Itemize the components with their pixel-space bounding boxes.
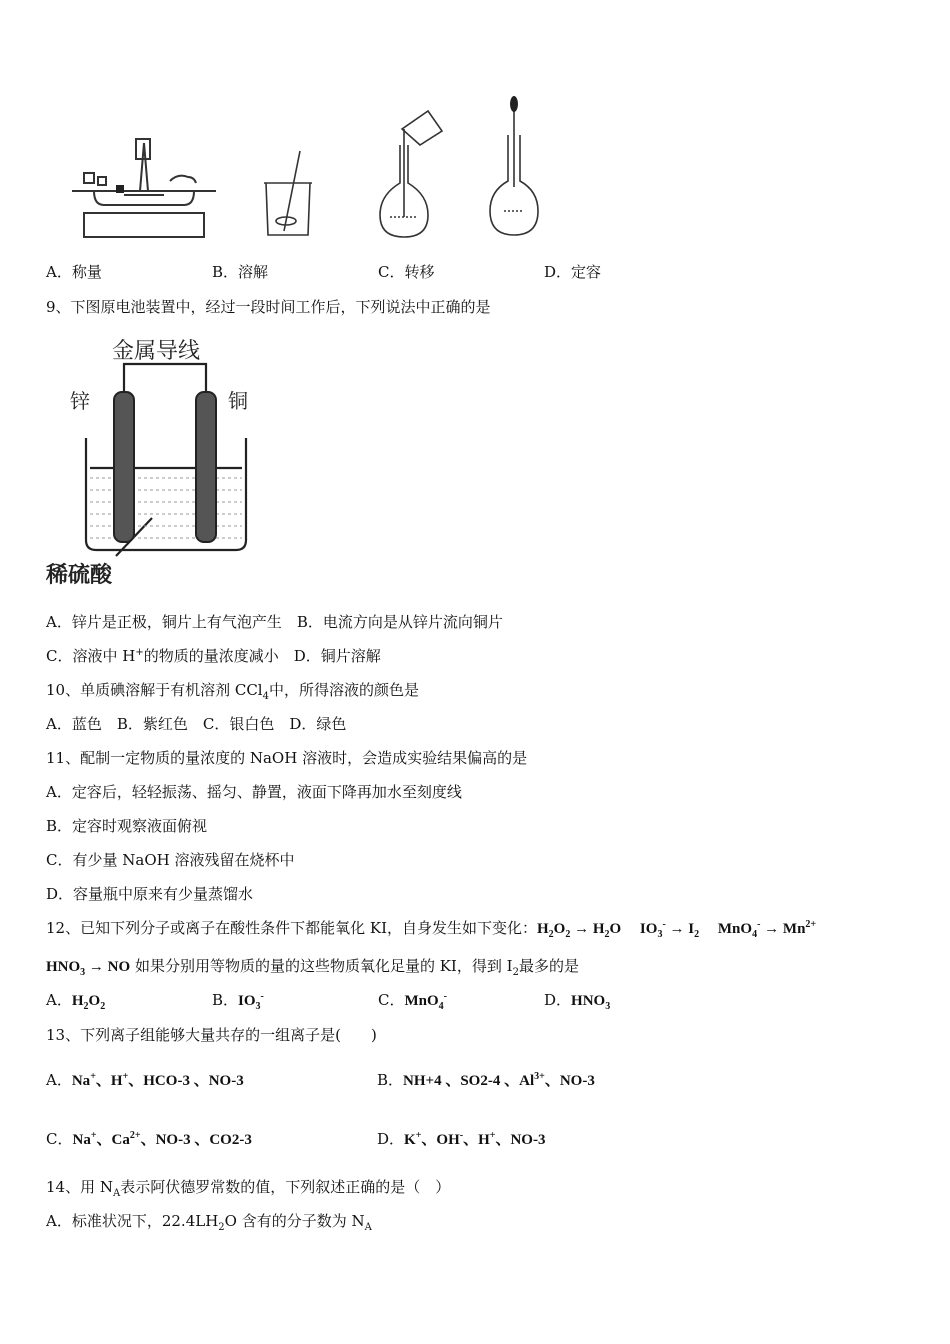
q14-a-mid: O 含有的分子数为 N (224, 1212, 365, 1230)
q14-a-pre: A．标准状况下，22.4LH (46, 1212, 219, 1230)
q11-option-b: B．定容时观察液面俯视 (46, 817, 208, 835)
q14-stem-pre: 14、用 N (46, 1178, 113, 1196)
q12-option-c: C．MnO$_4$- (378, 991, 447, 1012)
q8-option-a: A．称量 (46, 263, 102, 281)
q12-stem1: 12、已知下列分子或离子在酸性条件下都能氧化 KI，自身发生如下变化： (46, 919, 537, 937)
q12-stem2-end: 最多的是 (518, 957, 579, 975)
q12-option-b: B．$IO_3^-$ (212, 991, 264, 1012)
q10-options: A．蓝色 B．紫红色 C．银白色 D．绿色 (46, 715, 347, 733)
q14-stem (46, 1177, 450, 1197)
copper-label: 铜 (228, 389, 248, 413)
q12-a-label: A． (46, 991, 72, 1009)
transfer-figure (372, 105, 448, 245)
q8-figures (0, 95, 950, 245)
q13-d-label: D． (377, 1130, 405, 1148)
q8-option-b: B．溶解 (212, 263, 269, 281)
q12-d-label: D． (544, 991, 572, 1009)
q14-a-sub2: A (364, 1222, 372, 1233)
beaker-figure (258, 147, 318, 243)
q10-stem-sub: 4 (262, 691, 269, 702)
q12-stem2-sub: 2 (512, 967, 519, 978)
solution-label: 稀硫酸 (46, 562, 113, 588)
q9-c-pre: C．溶液中 H (46, 647, 136, 665)
q12-option-d: D．$HNO_3$ (544, 991, 611, 1012)
wire-label: 金属导线 (112, 339, 201, 364)
q13-option-b: B．NH+4 、SO2-4 、$Al^{3+}$、NO-3 (377, 1071, 595, 1089)
q13-b-label: B． (377, 1071, 404, 1089)
q12-options (46, 990, 710, 1011)
copper-electrode (196, 392, 216, 542)
zinc-electrode (114, 392, 134, 542)
q10-stem (46, 680, 419, 700)
q14-a-sub: 2 (218, 1222, 225, 1233)
q12-option-a: A．$H_2O_2$ (46, 991, 106, 1012)
q13-option-c: C．Na+、$Ca^{2+}$、NO-3 、CO2-3 (46, 1130, 252, 1148)
q9-c-post: 的物质的量浓度减小 D．铜片溶解 (143, 647, 381, 665)
q13-option-d: D．K+、OH-、H+、NO-3 (377, 1130, 546, 1148)
q13-option-a: A．Na+、H+、HCO-3 、NO-3 (46, 1071, 244, 1089)
q12-c-label: C． (378, 991, 405, 1009)
volumetric-flask-figure (484, 95, 544, 240)
q12-stem-line2: $HNO_3$ → NO 如果分别用等物质的量的这些物质氧化足量的 KI，得到 $I_2$最多的是 (46, 957, 579, 978)
q12-stem2: 如果分别用等物质的量的这些物质氧化足量的 KI，得到 I (134, 957, 513, 975)
q8-options (46, 262, 710, 282)
q9-c-sup: + (135, 647, 144, 658)
galvanic-cell-figure (44, 328, 256, 590)
q11-stem: 11、配制一定物质的量浓度的 NaOH 溶液时，会造成实验结果偏高的是 (46, 749, 528, 767)
q12-stem-line1: 12、已知下列分子或离子在酸性条件下都能氧化 KI，自身发生如下变化：$H_2O_2 \to H_2O$ $IO_3^- \to I_2$ $MnO_4^- \to Mn^{2+}$ (46, 919, 817, 940)
q11-option-a: A．定容后，轻轻振荡、摇匀、静置，液面下降再加水至刻度线 (46, 783, 462, 801)
q9-stem: 9、下图原电池装置中，经过一段时间工作后，下列说法中正确的是 (46, 298, 491, 316)
q14-option-a (46, 1211, 372, 1231)
q11-option-c: C．有少量 NaOH 溶液残留在烧杯中 (46, 851, 295, 869)
q8-option-c: C．转移 (378, 263, 435, 281)
zinc-label: 锌 (70, 389, 90, 413)
balance-figure (64, 133, 224, 245)
q14-stem-post: 表示阿伏德罗常数的值，下列叙述正确的是（ ） (120, 1178, 451, 1196)
q13-a-label: A． (46, 1071, 72, 1089)
q11-option-d: D．容量瓶中原来有少量蒸馏水 (46, 885, 254, 903)
q12-b-label: B． (212, 991, 239, 1009)
q9-options-ab: A．锌片是正极，铜片上有气泡产生 B．电流方向是从锌片流向铜片 (46, 613, 503, 631)
q9-options-cd (46, 646, 381, 666)
q13-stem: 13、下列离子组能够大量共存的一组离子是( ) (46, 1026, 377, 1044)
q10-stem-post: 中，所得溶液的颜色是 (268, 681, 419, 699)
q14-stem-sub: A (112, 1188, 121, 1199)
q13-c-label: C． (46, 1130, 73, 1148)
q8-option-d: D．定容 (544, 263, 602, 281)
q10-stem-pre: 10、单质碘溶解于有机溶剂 CCl (46, 681, 263, 699)
